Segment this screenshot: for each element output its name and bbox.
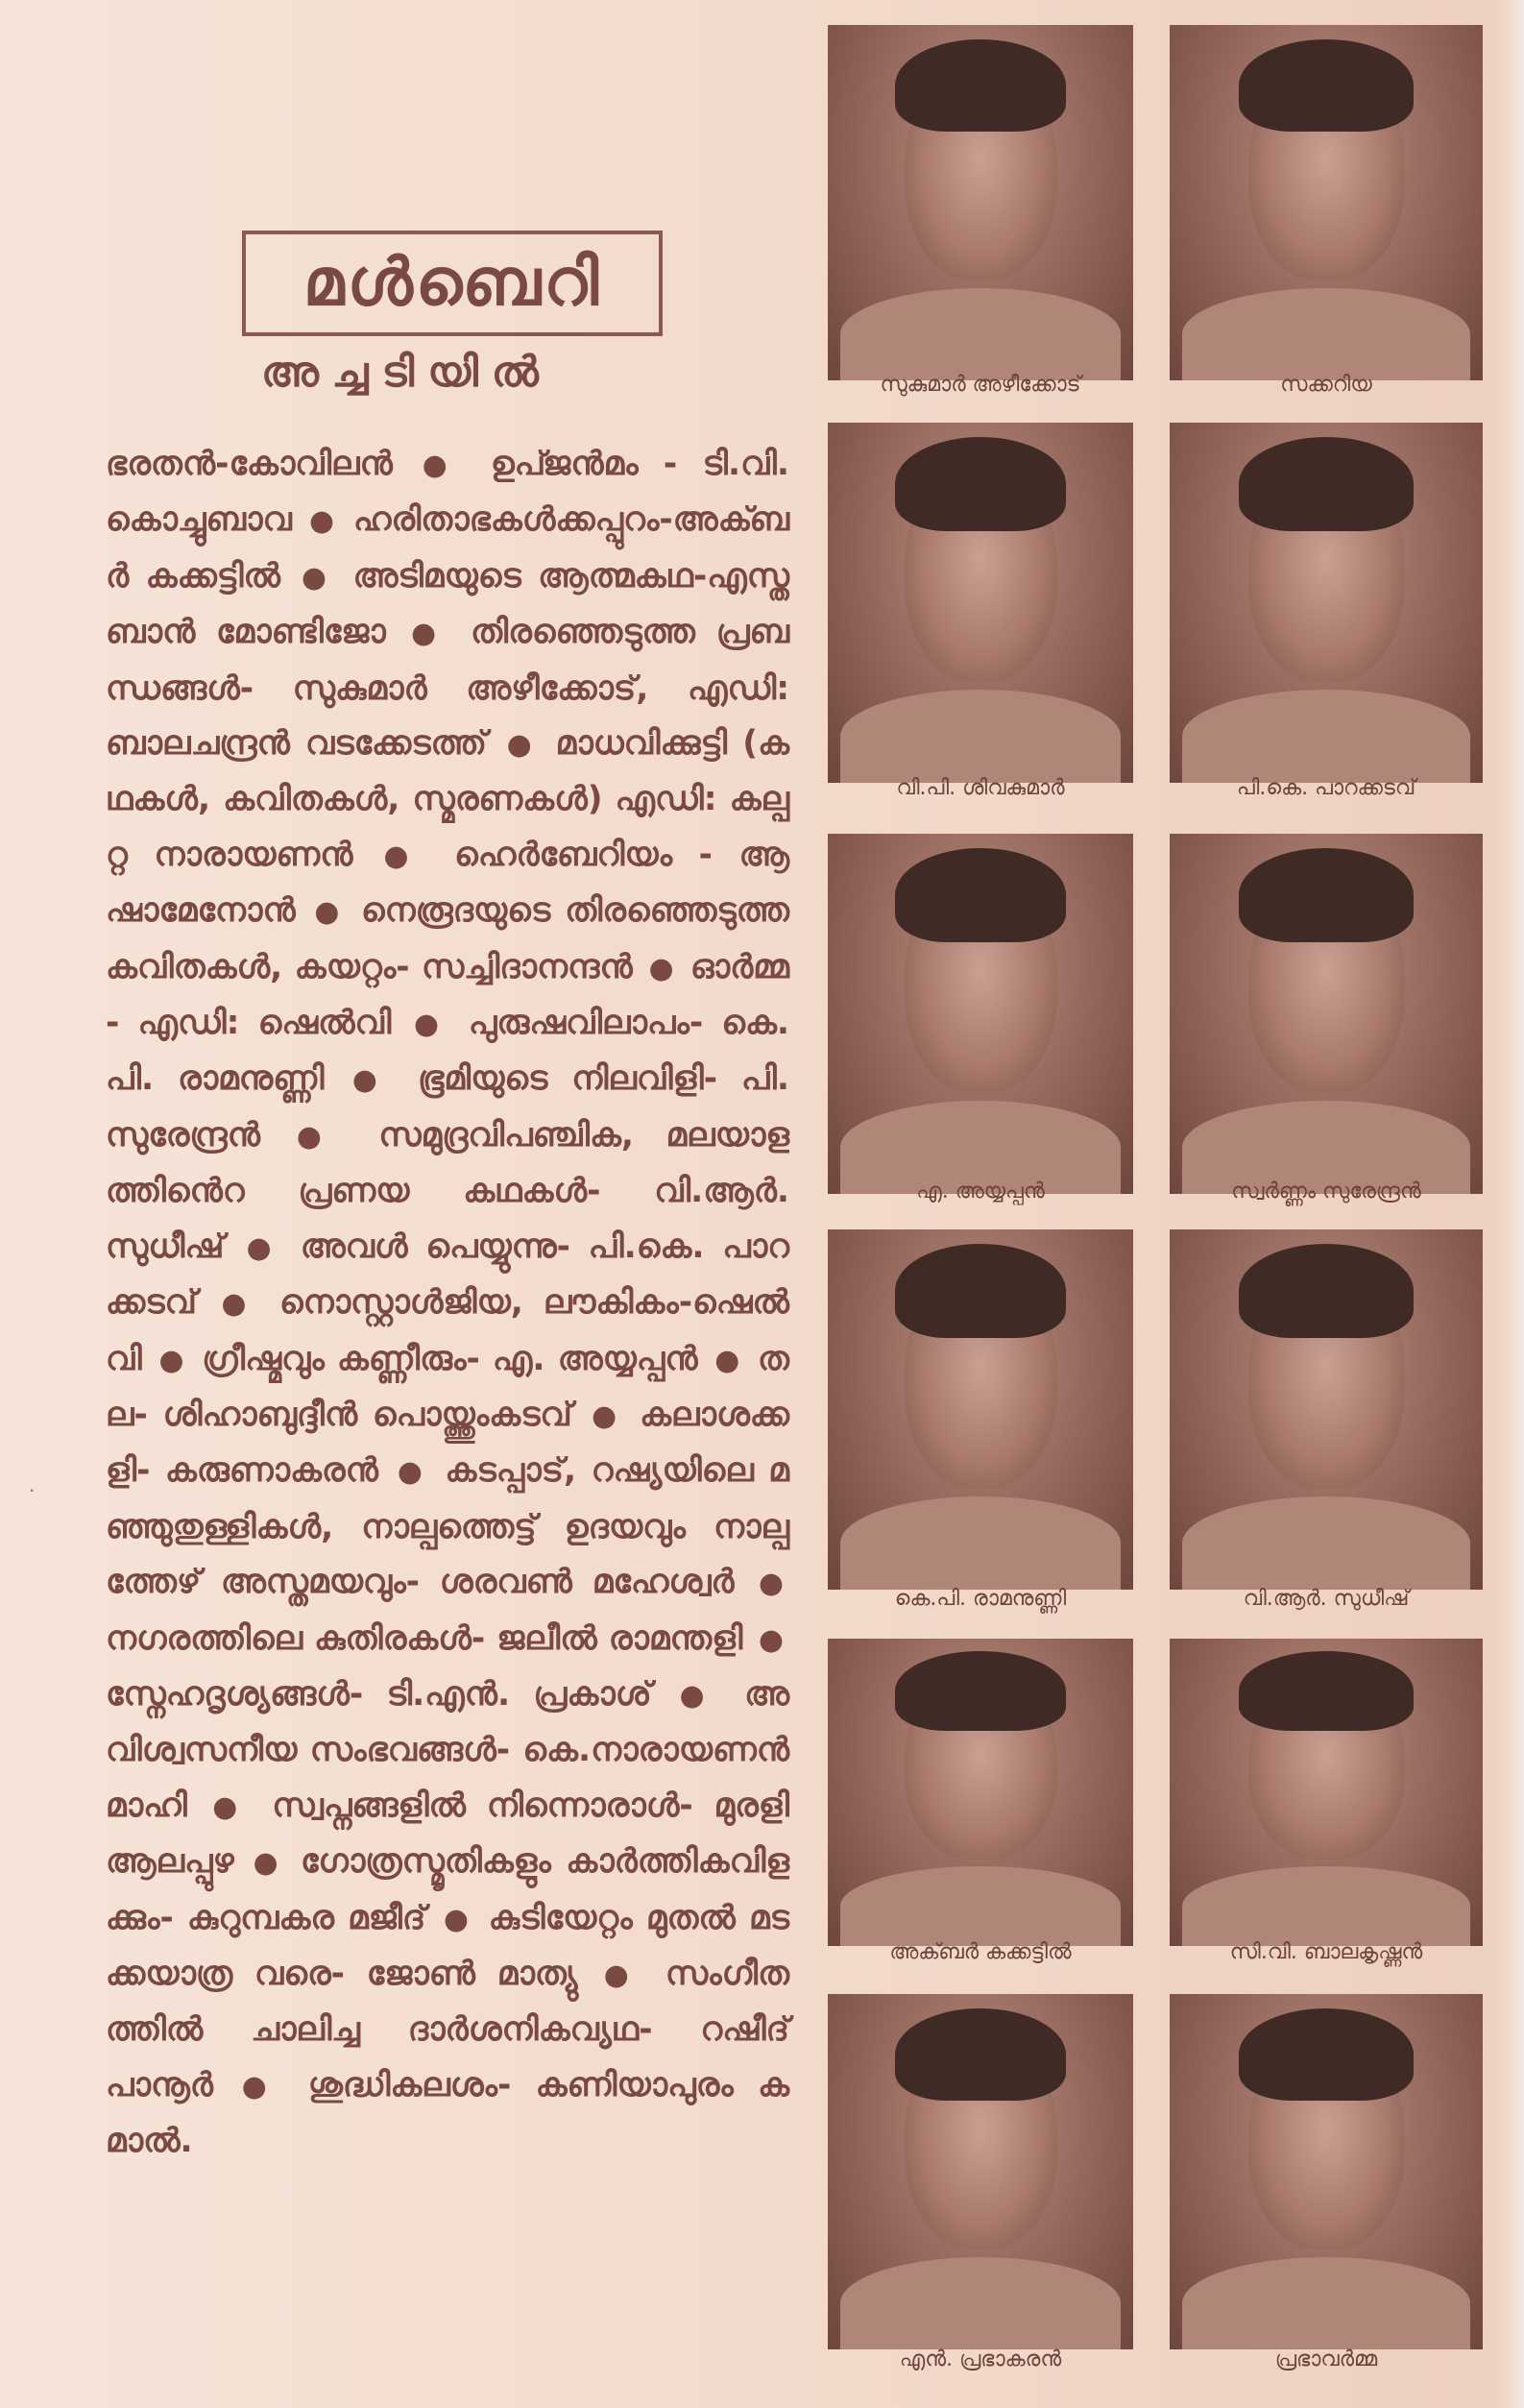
book-entry: നഗരത്തിലെ കുതിരകൾ- ജലീൽ രാമന്തളി <box>106 1618 743 1658</box>
book-entry: അവിശ്വസനീയ സംഭവങ്ങൾ- കെ.നാരായണൻ മാഹി <box>106 1674 789 1825</box>
bullet-separator: ● <box>431 1902 483 1936</box>
bullet-separator: ● <box>638 951 685 985</box>
bullet-separator: ● <box>703 1343 753 1377</box>
book-entry: സമുദ്രവിപഞ്ചിക, മലയാളത്തിൻെറ പ്രണയ കഥകൾ- വി.ആർ. സുധീഷ് <box>106 1115 789 1266</box>
bullet-separator: ● <box>202 1287 274 1322</box>
book-entry: പുരുഷവിലാപം- കെ.പി. രാമനുണ്ണി <box>106 1004 789 1099</box>
book-entry: അടിമയുടെ ആത്മകഥ-എസ്തബാൻ മോണ്ടിജോ <box>106 556 790 652</box>
bullet-separator: ● <box>297 504 348 539</box>
bullet-separator: ● <box>285 560 348 595</box>
author-portrait <box>828 1229 1133 1590</box>
bullet-separator: ● <box>301 895 355 930</box>
bullet-separator: ● <box>230 1230 295 1265</box>
book-entry: തല- ശിഹാബുദ്ദീൻ പൊയ്ത്തുംകടവ് <box>106 1339 789 1434</box>
author-portrait <box>828 834 1133 1194</box>
book-entry: ഹെർബേറിയം - ആഷാമേനോൻ <box>106 835 789 931</box>
book-entry: ശുദ്ധികലശം- കണിയാപുരം കമാൽ. <box>106 2065 789 2161</box>
page-title: മൾബെറി <box>302 245 602 321</box>
bullet-separator: ● <box>748 1622 784 1657</box>
book-entry: നെരൂദയുടെ തിരഞ്ഞെടുത്ത കവിതകൾ, കയറ്റം- സച്ചിദാനന്ദൻ <box>106 891 789 986</box>
book-entry: ഭൂമിയുടെ നിലവിളി- പി. സുരേന്ദ്രൻ <box>106 1059 789 1155</box>
author-portrait <box>1170 1639 1483 1946</box>
author-portrait <box>1170 1229 1483 1590</box>
book-entry: കടപ്പാട്, റഷ്യയിലെ മഞ്ഞുതുള്ളികൾ, നാല്പത്തെട്ട് ഉദയവും നാല്പത്തേഴ് അസ്തമയവും- ശരവൺ മഹേശ്വർ <box>106 1451 789 1602</box>
bullet-separator: ● <box>493 728 550 763</box>
author-caption: പി.കെ. പാറക്കടവ് <box>1236 776 1416 800</box>
bullet-separator: ● <box>577 1399 635 1433</box>
bullet-separator: ● <box>657 1678 739 1713</box>
author-caption: കെ.പി. രാമനുണ്ണി <box>894 1587 1067 1611</box>
author-portrait <box>828 1994 1133 2349</box>
author-caption: എ. അയ്യപ്പൻ <box>916 1180 1045 1204</box>
page-edge <box>1495 0 1524 2408</box>
author-portrait <box>828 423 1133 783</box>
book-entry: ഉപ്ജൻമം - ടി.വി. കൊച്ചുബാവ <box>106 445 789 540</box>
author-caption: പ്രഭാവർമ്മ <box>1274 2347 1378 2372</box>
page-subtitle: അച്ചടിയിൽ <box>261 348 552 397</box>
author-caption: സി.വി. ബാലകൃഷ്ണൻ <box>1229 1940 1423 1964</box>
book-entry: തിരഞ്ഞെടുത്ത പ്രബന്ധങ്ങൾ- സുകുമാർ അഴീക്കോട്, എഡി: ബാലചന്ദ്രൻ വടക്കേടത്ത് <box>106 613 789 764</box>
bullet-separator: ● <box>218 2069 302 2104</box>
bullet-separator: ● <box>739 1567 784 1601</box>
author-portrait <box>828 1639 1133 1946</box>
title-box <box>242 231 663 336</box>
author-portrait <box>1170 1994 1483 2349</box>
book-entry: നൊസ്റ്റാൾജിയ, ലൗകികം-ഷെൽവി <box>106 1283 789 1378</box>
bullet-separator: ● <box>391 617 466 651</box>
paper-speck: · <box>29 1479 36 1502</box>
book-entry: സ്വപ്നങ്ങളിൽ നിന്നൊരാൾ- മുരളി ആലപ്പുഴ <box>106 1786 789 1882</box>
book-entry: അവൾ പെയ്യുന്നു- പി.കെ. പാറക്കടവ് <box>106 1227 789 1323</box>
book-entry: ഗ്രീഷ്മവും കണ്ണീരും- എ. അയ്യപ്പൻ <box>202 1339 698 1378</box>
book-entry: ഭരതൻ-കോവിലൻ <box>106 445 393 483</box>
author-caption: വി.പി. ശിവകുമാർ <box>896 776 1065 800</box>
author-caption: എൻ. പ്രഭാകരൻ <box>899 2347 1062 2372</box>
author-portrait <box>1170 25 1483 380</box>
book-list <box>106 437 789 2170</box>
author-caption: സക്കറിയ <box>1280 373 1372 397</box>
author-portrait <box>828 25 1133 380</box>
bullet-separator: ● <box>192 1789 267 1824</box>
bullet-separator: ● <box>583 1958 660 1992</box>
book-entry: ഹരിതാഭകൾക്കപ്പുറം-അക്ബർ കക്കട്ടിൽ <box>106 500 789 596</box>
bullet-separator: ● <box>383 1455 440 1490</box>
bullet-separator: ● <box>239 1846 295 1881</box>
author-portrait <box>1170 834 1483 1194</box>
book-entry: ഓർമ്മ- എഡി: ഷെൽവി <box>106 947 789 1043</box>
book-entry: കലാശക്കളി- കരുണാകരൻ <box>106 1395 789 1491</box>
book-entry: സ്നേഹദൃശ്യങ്ങൾ- ടി.എൻ. പ്രകാശ് <box>106 1674 652 1714</box>
bullet-separator: ● <box>397 1008 463 1042</box>
book-entry: സംഗീതത്തിൽ ചാലിച്ച ദാർശനികവ്യഥ- റഷീദ് പാനൂർ <box>106 1954 789 2104</box>
author-caption: അക്ബർ കക്കട്ടിൽ <box>889 1940 1072 1964</box>
author-caption: വി.ആർ. സുധീഷ് <box>1243 1587 1410 1611</box>
bullet-separator: ● <box>398 449 485 482</box>
author-portrait <box>1170 423 1483 783</box>
bullet-separator: ● <box>358 839 449 873</box>
bullet-separator: ● <box>265 1119 374 1154</box>
book-entry: ഗോത്രസ്മൃതികളും കാർത്തികവിളക്കും- കുറുമ്പകര മജീദ് <box>106 1842 789 1937</box>
book-entry: കുടിയേറ്റം മുതൽ മടക്കയാത്ര വരെ- ജോൺ മാത്യു <box>106 1898 789 1993</box>
book-entry: മാധവിക്കുട്ടി (കഥകൾ, കവിതകൾ, സ്മരണകൾ) എഡി: കല്പറ്റ നാരായണൻ <box>106 724 789 874</box>
author-caption: സ്വർണ്ണം സുരേന്ദ്രൻ <box>1231 1180 1421 1204</box>
author-caption: സുകുമാർ അഴീക്കോട് <box>880 373 1081 397</box>
bullet-separator: ● <box>147 1343 197 1377</box>
bullet-separator: ● <box>329 1063 413 1098</box>
